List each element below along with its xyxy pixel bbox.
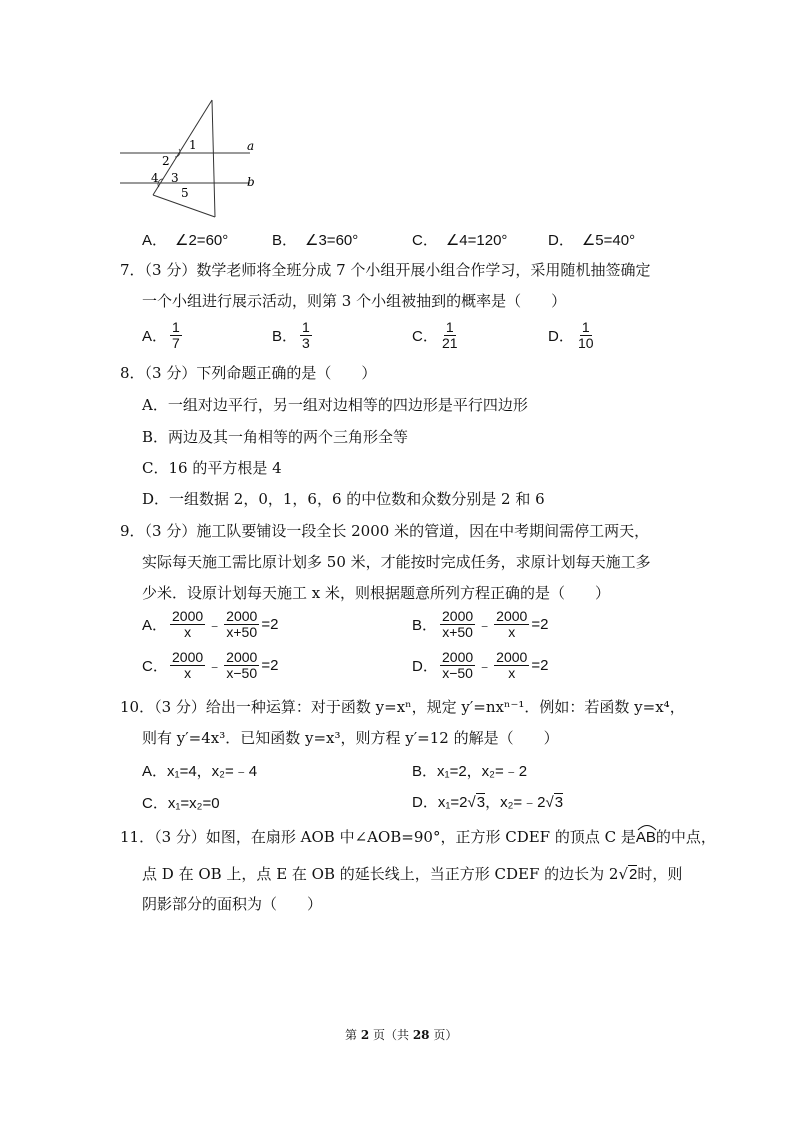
operator: ﹣	[207, 617, 223, 634]
fraction	[440, 320, 460, 351]
numerator: 1	[581, 319, 590, 335]
q6-option-c[interactable]	[412, 229, 507, 250]
q10-line-1: 10．（3 分）给出一种运算：对于函数 y=xⁿ，规定 y′=nxⁿ⁻¹．例如：若函数 y=x⁴，	[120, 698, 685, 716]
q11-text-c: 点 D 在 OB 上，点 E 在 OB 的延长线上，当正方形 CDEF 的边长为 2	[142, 865, 619, 883]
numerator: 2000	[496, 649, 528, 665]
fraction-1	[440, 650, 475, 681]
q8-option-b[interactable]: B．两边及其一角相等的两个三角形全等	[142, 428, 409, 446]
q11-line-3: 阴影部分的面积为（ ）	[142, 895, 323, 913]
option-label: A．	[142, 232, 168, 249]
numerator: 2000	[442, 608, 474, 624]
transversal-right	[212, 100, 215, 217]
q10-option-b[interactable]: B．x₁=2，x₂=﹣2	[412, 763, 528, 780]
option-label: D．	[548, 328, 574, 345]
numerator: 1	[302, 319, 310, 335]
option-text: ∠5=40°	[581, 231, 636, 249]
fraction	[576, 320, 596, 351]
q11-text-d: 时，则	[637, 865, 683, 883]
q7-option-b[interactable]	[272, 320, 314, 351]
q9-option-d[interactable]	[412, 650, 548, 681]
denominator: 7	[172, 335, 180, 351]
footer-post: 页）	[429, 1028, 458, 1042]
angle-label-4: 4	[151, 171, 159, 185]
line-label-b: b	[247, 175, 255, 189]
angle-label-2: 2	[162, 154, 170, 168]
option-label: A．	[142, 328, 168, 345]
radicand: 2	[629, 866, 638, 883]
arc-label: AB	[635, 829, 656, 846]
page-footer	[345, 1026, 457, 1043]
page-number: 2	[360, 1028, 370, 1042]
denominator: x	[184, 624, 192, 640]
numerator: 1	[172, 319, 180, 335]
q7-option-a[interactable]	[142, 320, 184, 351]
fraction-1	[440, 609, 475, 640]
rhs: =2	[261, 616, 279, 633]
footer-mid: 页（共	[369, 1028, 413, 1042]
numerator: 2000	[496, 608, 528, 624]
denominator: x−50	[226, 665, 258, 681]
q8-option-a[interactable]: A．一组对边平行，另一组对边相等的四边形是平行四边形	[142, 396, 528, 414]
q10-option-c[interactable]: C．x₁=x₂=0	[142, 795, 220, 812]
numerator: 2000	[226, 608, 258, 624]
q7-option-d[interactable]	[548, 320, 598, 351]
q9-line-2: 实际每天施工需比原计划多 50 米，才能按时完成任务，求原计划每天施工多	[142, 553, 651, 571]
denominator: x	[508, 624, 516, 640]
radicand-1: 3	[476, 794, 486, 811]
q11-text-b: 的中点，	[655, 828, 716, 846]
fraction	[300, 320, 312, 351]
operator: ﹣	[207, 658, 223, 675]
q8-line-1: 8．（3 分）下列命题正确的是（ ）	[120, 364, 377, 382]
q8-option-d[interactable]: D．一组数据 2，0，1，6，6 的中位数和众数分别是 2 和 6	[142, 490, 545, 508]
fraction-2	[494, 609, 529, 640]
numerator: 2000	[226, 649, 258, 665]
sqrt-sign: √	[545, 794, 554, 811]
transversal-left	[153, 100, 212, 195]
numerator: 2000	[172, 649, 204, 665]
option-label: B．	[272, 328, 298, 345]
option-label: C．	[412, 232, 438, 249]
q9-option-c[interactable]	[142, 650, 278, 681]
parallel-lines-figure	[115, 95, 265, 225]
q7-line-1: 7．（3 分）数学老师将全班分成 7 个小组开展小组合作学习，采用随机抽签确定	[120, 261, 651, 279]
denominator: x+50	[442, 624, 473, 640]
denominator: x	[184, 665, 192, 681]
angle-label-5: 5	[181, 186, 189, 200]
rhs: =2	[531, 616, 549, 633]
arc-ab	[636, 828, 656, 846]
sqrt-sign: √	[618, 865, 629, 883]
option-text-mid: ，x₂=﹣2	[485, 794, 546, 811]
q6-option-b[interactable]	[272, 229, 358, 250]
q7-option-c[interactable]	[412, 320, 462, 351]
footer-pre: 第	[345, 1028, 361, 1042]
q11-line-1	[120, 826, 716, 847]
option-text-pre: D．x₁=2	[412, 794, 468, 811]
q9-line-3: 少米．设原计划每天施工 x 米，则根据题意所列方程正确的是（ ）	[142, 584, 610, 602]
operator: ﹣	[477, 658, 493, 675]
option-label: B．	[272, 232, 298, 249]
denominator: 3	[302, 335, 310, 351]
option-text: ∠3=60°	[305, 231, 359, 249]
denominator: x−50	[442, 665, 473, 681]
q10-line-2: 则有 y′=4x³．已知函数 y=x³，则方程 y′=12 的解是（ ）	[142, 729, 559, 747]
q11-line-2	[142, 863, 682, 884]
denominator: 10	[578, 335, 594, 351]
fraction-2	[494, 650, 529, 681]
numerator: 1	[445, 319, 454, 335]
operator: ﹣	[477, 617, 493, 634]
q9-line-1: 9．（3 分）施工队要铺设一段全长 2000 米的管道，因在中考期间需停工两天，	[120, 522, 650, 540]
option-label: C．	[412, 328, 438, 345]
q6-option-d[interactable]	[548, 229, 635, 250]
option-text: ∠4=120°	[445, 231, 508, 249]
fraction-1	[170, 650, 205, 681]
q6-option-a[interactable]	[142, 229, 228, 250]
fraction-2	[224, 609, 259, 640]
option-label: D．	[412, 658, 438, 675]
sqrt-sign: √	[467, 794, 476, 811]
fraction-2	[224, 650, 259, 681]
q7-line-2: 一个小组进行展示活动，则第 3 个小组被抽到的概率是（ ）	[142, 292, 567, 310]
total-pages: 28	[412, 1028, 430, 1042]
option-label: C．	[142, 658, 168, 675]
option-text: ∠2=60°	[175, 231, 229, 249]
q8-option-c[interactable]: C．16 的平方根是 4	[142, 459, 282, 477]
q9-option-a[interactable]	[142, 609, 278, 640]
q10-option-a[interactable]: A．x₁=4，x₂=﹣4	[142, 763, 258, 780]
line-label-a: a	[247, 139, 255, 153]
numerator: 2000	[442, 649, 474, 665]
denominator: 21	[442, 335, 458, 351]
fraction	[170, 320, 182, 351]
rhs: =2	[261, 657, 279, 674]
q9-option-b[interactable]	[412, 609, 548, 640]
arc-mark-icon	[636, 823, 658, 831]
denominator: x	[508, 665, 516, 681]
angle-label-3: 3	[171, 171, 179, 185]
radicand-2: 3	[554, 794, 564, 811]
q11-text-a: 11．（3 分）如图，在扇形 AOB 中∠AOB=90°，正方形 CDEF 的顶点 C 是	[120, 828, 636, 846]
rhs: =2	[531, 657, 549, 674]
denominator: x+50	[226, 624, 258, 640]
option-label: D．	[548, 232, 574, 249]
option-label: A．	[142, 617, 168, 634]
option-label: B．	[412, 617, 438, 634]
angle-label-1: 1	[189, 138, 197, 152]
q10-option-d[interactable]	[412, 791, 563, 812]
numerator: 2000	[172, 608, 204, 624]
fraction-1	[170, 609, 205, 640]
